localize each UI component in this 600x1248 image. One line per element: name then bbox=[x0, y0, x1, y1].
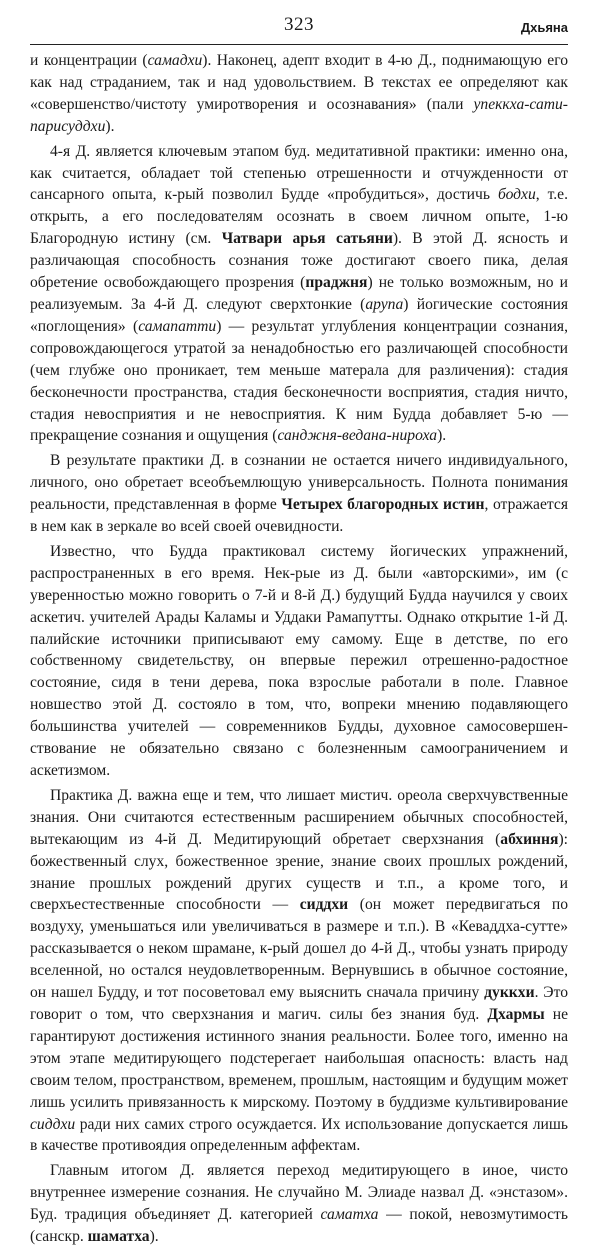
paragraph bbox=[30, 141, 568, 448]
text-run: 4-я Д. является ключевым этапом буд. медитативной практики: именно она, как считается, обладает той степенью отрешенности и отчужденности от сансарного опыта, к-рый позволил Будде «пробудиться», достичь bbox=[30, 142, 568, 204]
text-run: не гарантируют достижения истинного знания реальности. Более того, именно на этом этапе медитирующего подстерегает наибольшая опасность: власть над своим телом, пространством, временем, прошлым, настоящим и будущим может лишь усилить привязанность к мирскому. Поэтому в буддизме культивирование bbox=[30, 1005, 568, 1111]
text-run: Известно, что Будда практиковал систему йогических упражнений, распространенных в его время. Нек-рые из Д. были «авторскими», им (с уверенностью можно говорить о 7-й и 8-й Д.) будущий Будда научился у своих аскетич. учителей Арады Каламы и Уддаки Рамапутты. Однако открытие 1-й Д. палийские источники приписывают ему самому. Еще в детстве, по его собственному свидетельству, он впервые пережил отрешенно-радостное состояние, сидя в тени дерева, пока взрослые работали в поле. Главное новшество этой Д. состояло в том, что, вопреки мнению подавляющего большинства учителей — современников Будды, духовное самосовершенствование не обязательно связано с болезненным самоограничением и аскетизмом. bbox=[30, 542, 568, 779]
italic-term: саматха bbox=[320, 1206, 379, 1224]
text-run: и концентрации ( bbox=[30, 52, 148, 69]
text-run: ). bbox=[149, 1228, 159, 1246]
paragraph bbox=[30, 450, 568, 538]
text-run: ). В этой Д. ясность и различающая способность сознания тоже достигают своего пика, делая обретение освобождающего прозрения ( bbox=[30, 230, 569, 292]
text-run: В результате практики Д. в сознании не остается ничего индивидуального, личного, оно обретает всеобъемлющую универсальность. Полнота понимания реальности, представленная в форме bbox=[30, 452, 568, 514]
italic-term: арупа bbox=[365, 295, 404, 313]
text-run: , т.е. открыть, а его последователям осознать в своем личном опыте, 1-ю Благородную истину (см. bbox=[30, 186, 568, 248]
text-run: ) йогические состояния «поглощения» ( bbox=[30, 295, 568, 335]
bold-cross-reference: Четырех благородных истин bbox=[281, 496, 485, 514]
italic-term: самапатти bbox=[138, 317, 217, 335]
running-head: Дхьяна bbox=[520, 20, 568, 35]
paragraph bbox=[30, 50, 568, 138]
bold-cross-reference: Дхармы bbox=[487, 1005, 545, 1023]
text-run: ): божественный слух, божественное зрение, знание своих прошлых рождений, знание прошлых рождений других существ и т.п., а кроме того, и сверхъестественные способности — bbox=[30, 830, 568, 914]
text-run: — покой, невозмутимость (санскр. bbox=[30, 1206, 568, 1246]
text-run: , отражается в нем как в зеркале во всей своей очевидности. bbox=[30, 496, 568, 536]
text-run: (он может передвигаться по воздуху, уменьшаться или увеличиваться в размере и т.п.). В «Кеваддха-сутте» рассказывается о неком шрамане, к-рый дошел до 4-й Д., чтобы узнать природу вселенной, но остался неудовлетворенным. Вернувшись в обычное состояние, он нашел Будду, и тот посоветовал ему выяснить сначала причину bbox=[30, 896, 568, 1002]
page-number: 323 bbox=[284, 14, 314, 35]
paragraph bbox=[30, 541, 568, 782]
italic-term: сиддхи bbox=[30, 1115, 76, 1133]
bold-cross-reference: Чатвари арья сатьяни bbox=[221, 230, 393, 248]
bold-cross-reference: сиддхи bbox=[299, 896, 349, 914]
text-run: Главным итогом Д. является переход медитирующего в иное, чисто внутреннее измерение сознания. Не случайно М. Элиаде назвал Д. «энстазом». Буд. традиция объединяет Д. категорией bbox=[30, 1162, 568, 1224]
italic-term: самадхи bbox=[147, 52, 203, 69]
text-run: ). bbox=[437, 427, 447, 445]
text-run: . Это говорит о том, что сверхзнания и магич. силы без знания буд. bbox=[30, 984, 569, 1023]
article-body bbox=[30, 45, 568, 1248]
italic-term: бодхи bbox=[497, 186, 536, 204]
paragraph bbox=[30, 785, 568, 1157]
bold-cross-reference: абхиння bbox=[500, 830, 559, 848]
italic-term: упеккха-сати-парисуддхи bbox=[30, 95, 568, 135]
paragraph bbox=[30, 1160, 568, 1248]
bold-cross-reference: шаматха bbox=[87, 1228, 150, 1246]
text-run: ) не только возможным, но и реализуемым. За 4-й Д. следуют сверхтонкие ( bbox=[30, 274, 568, 313]
bold-cross-reference: праджня bbox=[305, 274, 368, 292]
text-run: Практика Д. важна еще и тем, что лишает мистич. ореола сверхчувственные знания. Они считаются естественным расширением обычных способностей, вытекающим из 4-й Д. Медитирующий обретает сверхзнания ( bbox=[30, 786, 568, 848]
page-header bbox=[30, 0, 568, 45]
bold-cross-reference: дуккхи bbox=[484, 984, 535, 1002]
text-run: ) — результат углубления концентрации сознания, сопровождающегося утратой за ненадобностью его различающей способности (чем глубже оно проникает, тем меньше матерала для различения): стадия бесконечности пространства, стадия бесконечности восприятия, стадия ничто, стадия невосприятия и не невосприятия. К ним Будда добавляет 5-ю — прекращение сознания и ощущения ( bbox=[30, 317, 568, 445]
text-run: ). Наконец, адепт входит в 4-ю Д., поднимающую его как над страданием, так и над удовольствием. В текстах ее определяют как «совершенство/чистоту умиротворения и осознавания» (пали bbox=[30, 52, 568, 113]
text-run: ). bbox=[105, 117, 115, 135]
text-run: ради них самих строго осуждается. Их использование допускается лишь в качестве противоядия определенным аффектам. bbox=[30, 1115, 568, 1155]
italic-term: санджня-ведана-нироха bbox=[277, 427, 438, 445]
